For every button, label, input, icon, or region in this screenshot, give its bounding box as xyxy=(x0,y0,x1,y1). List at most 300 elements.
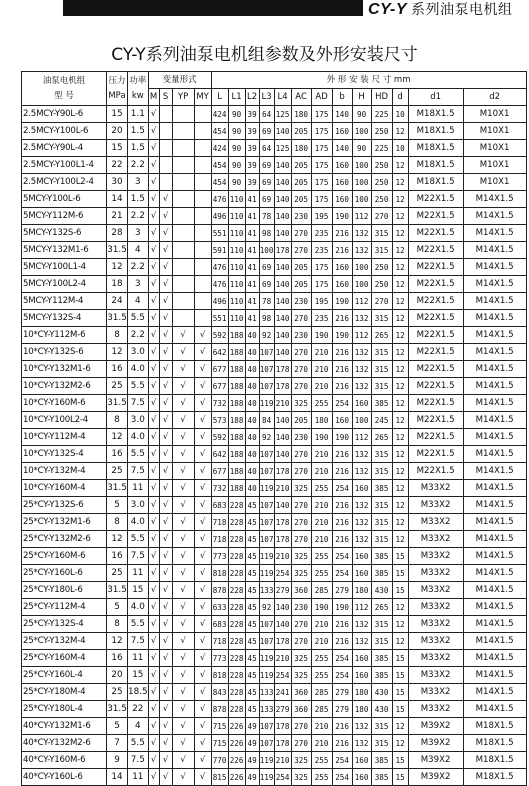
cell-var-s xyxy=(159,106,172,123)
cell-l2: 41 xyxy=(245,259,259,276)
cell-var-my xyxy=(194,242,211,259)
cell-var-my xyxy=(194,157,211,174)
cell-hd: 315 xyxy=(371,616,392,633)
table-row xyxy=(22,531,527,548)
cell-var-m: √ xyxy=(148,531,159,548)
cell-d2: M10X1 xyxy=(463,140,526,157)
cell-var-yp xyxy=(172,140,194,157)
cell-model: 40*CY-Y160L-6 xyxy=(22,769,107,786)
cell-ac: 270 xyxy=(291,463,311,480)
cell-d2: M14X1.5 xyxy=(463,242,526,259)
cell-var-yp: √ xyxy=(172,412,194,429)
cell-l4: 210 xyxy=(274,650,291,667)
cell-pressure: 16 xyxy=(107,446,128,463)
cell-ac: 270 xyxy=(291,310,311,327)
header-col-b: b xyxy=(332,89,352,106)
cell-l4: 125 xyxy=(274,106,291,123)
cell-d1: M33X2 xyxy=(408,633,463,650)
cell-ac: 325 xyxy=(291,480,311,497)
cell-var-yp xyxy=(172,310,194,327)
cell-model: 25*CY-Y132M2-6 xyxy=(22,531,107,548)
cell-power: 22 xyxy=(128,701,149,718)
cell-h: 180 xyxy=(352,684,371,701)
cell-var-my: √ xyxy=(194,497,211,514)
cell-var-m: √ xyxy=(148,633,159,650)
cell-ad: 255 xyxy=(311,650,332,667)
cell-ad: 175 xyxy=(311,140,332,157)
header-col-m: M xyxy=(148,89,159,106)
cell-var-m: √ xyxy=(148,684,159,701)
cell-d2: M18X1.5 xyxy=(463,718,526,735)
cell-var-yp xyxy=(172,106,194,123)
cell-h: 160 xyxy=(352,769,371,786)
cell-l1: 228 xyxy=(228,684,245,701)
cell-h: 132 xyxy=(352,497,371,514)
cell-power: 11 xyxy=(128,650,149,667)
cell-d2: M14X1.5 xyxy=(463,480,526,497)
cell-d1: M22X1.5 xyxy=(408,327,463,344)
cell-b: 254 xyxy=(332,480,352,497)
cell-hd: 315 xyxy=(371,514,392,531)
cell-l1: 110 xyxy=(228,191,245,208)
cell-d: 12 xyxy=(392,735,408,752)
cell-l: 592 xyxy=(211,327,228,344)
cell-ac: 270 xyxy=(291,718,311,735)
cell-d2: M14X1.5 xyxy=(463,616,526,633)
cell-l3: 98 xyxy=(259,225,274,242)
cell-power: 18.5 xyxy=(128,684,149,701)
cell-d: 15 xyxy=(392,701,408,718)
cell-l1: 228 xyxy=(228,514,245,531)
cell-hd: 315 xyxy=(371,242,392,259)
cell-var-my xyxy=(194,208,211,225)
table-row xyxy=(22,548,527,565)
cell-var-s: √ xyxy=(159,344,172,361)
cell-l4: 140 xyxy=(274,310,291,327)
cell-power: 15 xyxy=(128,582,149,599)
cell-d2: M10X1 xyxy=(463,157,526,174)
cell-ac: 230 xyxy=(291,208,311,225)
cell-power: 1.5 xyxy=(128,140,149,157)
cell-ad: 255 xyxy=(311,480,332,497)
cell-l: 642 xyxy=(211,446,228,463)
cell-var-s: √ xyxy=(159,548,172,565)
cell-l4: 178 xyxy=(274,463,291,480)
cell-ac: 205 xyxy=(291,123,311,140)
cell-l4: 279 xyxy=(274,582,291,599)
cell-l1: 188 xyxy=(228,344,245,361)
cell-d: 12 xyxy=(392,412,408,429)
cell-ac: 325 xyxy=(291,565,311,582)
cell-l4: 178 xyxy=(274,633,291,650)
table-row xyxy=(22,378,527,395)
cell-l3: 119 xyxy=(259,395,274,412)
cell-l2: 49 xyxy=(245,718,259,735)
cell-b: 279 xyxy=(332,701,352,718)
cell-l2: 49 xyxy=(245,752,259,769)
cell-d: 12 xyxy=(392,174,408,191)
cell-l3: 69 xyxy=(259,259,274,276)
cell-l3: 107 xyxy=(259,344,274,361)
cell-d2: M14X1.5 xyxy=(463,701,526,718)
table-row xyxy=(22,463,527,480)
cell-var-m: √ xyxy=(148,395,159,412)
cell-d: 12 xyxy=(392,361,408,378)
cell-ad: 175 xyxy=(311,191,332,208)
cell-var-s: √ xyxy=(159,599,172,616)
cell-model: 25*CY-Y132S-6 xyxy=(22,497,107,514)
table-row xyxy=(22,701,527,718)
cell-model: 10*CY-Y132S-6 xyxy=(22,344,107,361)
cell-ad: 210 xyxy=(311,463,332,480)
cell-l1: 228 xyxy=(228,582,245,599)
cell-var-s: √ xyxy=(159,514,172,531)
cell-power: 3.0 xyxy=(128,497,149,514)
cell-var-m: √ xyxy=(148,174,159,191)
cell-var-m: √ xyxy=(148,327,159,344)
cell-var-m: √ xyxy=(148,599,159,616)
cell-ac: 205 xyxy=(291,174,311,191)
cell-l3: 107 xyxy=(259,378,274,395)
cell-l3: 69 xyxy=(259,191,274,208)
cell-var-m: √ xyxy=(148,548,159,565)
cell-ad: 175 xyxy=(311,123,332,140)
cell-d: 12 xyxy=(392,395,408,412)
cell-l: 476 xyxy=(211,276,228,293)
cell-var-s: √ xyxy=(159,565,172,582)
cell-h: 112 xyxy=(352,599,371,616)
header-col-d: d xyxy=(392,89,408,106)
cell-var-s: √ xyxy=(159,684,172,701)
header-col-yp: YP xyxy=(172,89,194,106)
cell-l2: 45 xyxy=(245,667,259,684)
cell-var-m: √ xyxy=(148,361,159,378)
cell-l: 878 xyxy=(211,582,228,599)
cell-var-s: √ xyxy=(159,276,172,293)
header-col-l: L xyxy=(211,89,228,106)
cell-l4: 178 xyxy=(274,378,291,395)
cell-l: 677 xyxy=(211,378,228,395)
cell-d1: M22X1.5 xyxy=(408,310,463,327)
cell-b: 216 xyxy=(332,378,352,395)
cell-var-yp xyxy=(172,276,194,293)
cell-d1: M39X2 xyxy=(408,735,463,752)
cell-model: 5MCY-Y132S-6 xyxy=(22,225,107,242)
cell-d: 12 xyxy=(392,259,408,276)
cell-var-my xyxy=(194,225,211,242)
cell-d: 15 xyxy=(392,548,408,565)
cell-l: 424 xyxy=(211,140,228,157)
cell-hd: 250 xyxy=(371,157,392,174)
cell-l2: 41 xyxy=(245,191,259,208)
cell-d1: M22X1.5 xyxy=(408,225,463,242)
cell-l4: 178 xyxy=(274,718,291,735)
cell-var-my: √ xyxy=(194,378,211,395)
cell-l4: 178 xyxy=(274,361,291,378)
header-col-h: H xyxy=(352,89,371,106)
cell-var-s: √ xyxy=(159,650,172,667)
cell-d: 15 xyxy=(392,769,408,786)
cell-d2: M14X1.5 xyxy=(463,667,526,684)
cell-l: 773 xyxy=(211,548,228,565)
cell-var-yp: √ xyxy=(172,480,194,497)
cell-var-m: √ xyxy=(148,344,159,361)
cell-l4: 254 xyxy=(274,565,291,582)
cell-ad: 255 xyxy=(311,395,332,412)
cell-l1: 110 xyxy=(228,310,245,327)
cell-h: 160 xyxy=(352,650,371,667)
cell-power: 5.5 xyxy=(128,616,149,633)
cell-l: 770 xyxy=(211,752,228,769)
cell-d1: M39X2 xyxy=(408,769,463,786)
cell-l4: 140 xyxy=(274,191,291,208)
table-row xyxy=(22,735,527,752)
cell-model: 10*CY-Y112M-4 xyxy=(22,429,107,446)
cell-var-my xyxy=(194,191,211,208)
cell-d: 12 xyxy=(392,276,408,293)
table-row xyxy=(22,684,527,701)
cell-b: 216 xyxy=(332,446,352,463)
cell-b: 160 xyxy=(332,157,352,174)
cell-l1: 110 xyxy=(228,225,245,242)
cell-hd: 315 xyxy=(371,446,392,463)
brand-title xyxy=(368,0,513,19)
cell-model: 25*CY-Y132M1-6 xyxy=(22,514,107,531)
table-row xyxy=(22,446,527,463)
cell-var-s: √ xyxy=(159,259,172,276)
cell-l3: 119 xyxy=(259,548,274,565)
table-row xyxy=(22,208,527,225)
cell-h: 180 xyxy=(352,701,371,718)
cell-power: 11 xyxy=(128,480,149,497)
spec-table-body xyxy=(22,106,527,786)
table-row xyxy=(22,276,527,293)
cell-pressure: 14 xyxy=(107,769,128,786)
cell-l: 683 xyxy=(211,616,228,633)
cell-l3: 78 xyxy=(259,293,274,310)
cell-pressure: 31.5 xyxy=(107,395,128,412)
cell-l: 454 xyxy=(211,174,228,191)
cell-hd: 430 xyxy=(371,701,392,718)
cell-d2: M14X1.5 xyxy=(463,361,526,378)
cell-h: 132 xyxy=(352,718,371,735)
cell-b: 216 xyxy=(332,344,352,361)
cell-model: 40*CY-Y160M-6 xyxy=(22,752,107,769)
cell-model: 25*CY-Y160L-4 xyxy=(22,667,107,684)
cell-pressure: 12 xyxy=(107,344,128,361)
cell-pressure: 9 xyxy=(107,752,128,769)
cell-ac: 270 xyxy=(291,497,311,514)
cell-var-yp: √ xyxy=(172,565,194,582)
cell-model: 25*CY-Y132M-4 xyxy=(22,633,107,650)
header-variant: 变量形式 xyxy=(148,72,211,89)
cell-d1: M22X1.5 xyxy=(408,242,463,259)
cell-d1: M33X2 xyxy=(408,531,463,548)
cell-d1: M18X1.5 xyxy=(408,174,463,191)
cell-var-s xyxy=(159,123,172,140)
cell-hd: 430 xyxy=(371,684,392,701)
cell-hd: 315 xyxy=(371,463,392,480)
table-row xyxy=(22,191,527,208)
cell-l3: 119 xyxy=(259,480,274,497)
cell-pressure: 5 xyxy=(107,718,128,735)
cell-ac: 270 xyxy=(291,531,311,548)
cell-ad: 195 xyxy=(311,293,332,310)
cell-var-m: √ xyxy=(148,497,159,514)
cell-hd: 385 xyxy=(371,769,392,786)
cell-pressure: 8 xyxy=(107,616,128,633)
table-row xyxy=(22,633,527,650)
cell-l3: 119 xyxy=(259,650,274,667)
cell-hd: 225 xyxy=(371,106,392,123)
cell-var-yp xyxy=(172,191,194,208)
cell-model: 2.5MCY-Y90L-6 xyxy=(22,106,107,123)
cell-l2: 49 xyxy=(245,769,259,786)
cell-var-s: √ xyxy=(159,361,172,378)
cell-var-m: √ xyxy=(148,412,159,429)
cell-hd: 265 xyxy=(371,327,392,344)
cell-h: 90 xyxy=(352,140,371,157)
cell-var-m: √ xyxy=(148,616,159,633)
cell-var-yp xyxy=(172,157,194,174)
cell-ad: 235 xyxy=(311,242,332,259)
cell-l4: 140 xyxy=(274,412,291,429)
cell-l1: 90 xyxy=(228,123,245,140)
cell-l: 815 xyxy=(211,769,228,786)
cell-l2: 40 xyxy=(245,429,259,446)
cell-hd: 315 xyxy=(371,531,392,548)
cell-l3: 107 xyxy=(259,633,274,650)
cell-l4: 140 xyxy=(274,327,291,344)
cell-d: 12 xyxy=(392,208,408,225)
cell-d: 12 xyxy=(392,191,408,208)
cell-var-s: √ xyxy=(159,446,172,463)
cell-h: 132 xyxy=(352,361,371,378)
cell-ac: 325 xyxy=(291,667,311,684)
cell-pressure: 25 xyxy=(107,463,128,480)
cell-ac: 230 xyxy=(291,293,311,310)
cell-pressure: 8 xyxy=(107,514,128,531)
cell-var-my: √ xyxy=(194,463,211,480)
cell-d: 12 xyxy=(392,480,408,497)
spec-table xyxy=(21,71,527,786)
cell-l: 732 xyxy=(211,395,228,412)
cell-model: 5MCY-Y132S-4 xyxy=(22,310,107,327)
cell-var-m: √ xyxy=(148,293,159,310)
cell-var-m: √ xyxy=(148,225,159,242)
cell-var-yp: √ xyxy=(172,752,194,769)
cell-d2: M14X1.5 xyxy=(463,548,526,565)
cell-var-yp: √ xyxy=(172,769,194,786)
cell-model: 25*CY-Y160M-6 xyxy=(22,548,107,565)
cell-hd: 265 xyxy=(371,429,392,446)
cell-power: 3.0 xyxy=(128,344,149,361)
cell-var-my: √ xyxy=(194,650,211,667)
cell-h: 160 xyxy=(352,480,371,497)
cell-power: 5.5 xyxy=(128,378,149,395)
table-row xyxy=(22,599,527,616)
cell-model: 5MCY-Y100L-6 xyxy=(22,191,107,208)
cell-hd: 315 xyxy=(371,718,392,735)
brand-subtitle: 系列油泵电机组 xyxy=(411,1,513,17)
table-row xyxy=(22,497,527,514)
cell-l3: 69 xyxy=(259,276,274,293)
cell-model: 5MCY-Y132M1-6 xyxy=(22,242,107,259)
cell-ad: 210 xyxy=(311,633,332,650)
cell-ad: 175 xyxy=(311,174,332,191)
cell-var-my: √ xyxy=(194,395,211,412)
cell-l4: 140 xyxy=(274,293,291,310)
header-col-hd: HD xyxy=(371,89,392,106)
cell-model: 25*CY-Y160M-4 xyxy=(22,650,107,667)
cell-d1: M22X1.5 xyxy=(408,208,463,225)
cell-l4: 178 xyxy=(274,242,291,259)
cell-var-s: √ xyxy=(159,701,172,718)
cell-power: 2.2 xyxy=(128,157,149,174)
cell-ac: 270 xyxy=(291,225,311,242)
header-col-ad: AD xyxy=(311,89,332,106)
cell-ad: 190 xyxy=(311,599,332,616)
cell-l2: 41 xyxy=(245,310,259,327)
table-row xyxy=(22,225,527,242)
cell-l4: 254 xyxy=(274,667,291,684)
cell-power: 3 xyxy=(128,225,149,242)
table-row xyxy=(22,650,527,667)
cell-l4: 178 xyxy=(274,735,291,752)
cell-var-m: √ xyxy=(148,752,159,769)
cell-l3: 98 xyxy=(259,310,274,327)
cell-ac: 270 xyxy=(291,514,311,531)
cell-var-s: √ xyxy=(159,293,172,310)
cell-l: 454 xyxy=(211,123,228,140)
cell-d: 15 xyxy=(392,582,408,599)
cell-model: 5MCY-Y112M-6 xyxy=(22,208,107,225)
brand-name: CY-Y xyxy=(368,1,408,18)
cell-ac: 325 xyxy=(291,548,311,565)
cell-d1: M39X2 xyxy=(408,718,463,735)
cell-d2: M14X1.5 xyxy=(463,429,526,446)
cell-pressure: 22 xyxy=(107,157,128,174)
cell-h: 112 xyxy=(352,293,371,310)
cell-l2: 45 xyxy=(245,701,259,718)
cell-pressure: 16 xyxy=(107,650,128,667)
cell-power: 3 xyxy=(128,174,149,191)
cell-var-my xyxy=(194,140,211,157)
cell-pressure: 21 xyxy=(107,208,128,225)
cell-d2: M14X1.5 xyxy=(463,633,526,650)
cell-var-my: √ xyxy=(194,582,211,599)
header-model: 油泵电机组 型 号 xyxy=(22,72,107,106)
cell-h: 180 xyxy=(352,582,371,599)
cell-l2: 41 xyxy=(245,208,259,225)
cell-pressure: 20 xyxy=(107,123,128,140)
cell-d1: M22X1.5 xyxy=(408,191,463,208)
cell-d1: M33X2 xyxy=(408,667,463,684)
cell-pressure: 31.5 xyxy=(107,701,128,718)
cell-h: 160 xyxy=(352,667,371,684)
cell-b: 216 xyxy=(332,531,352,548)
cell-l2: 45 xyxy=(245,582,259,599)
cell-l4: 210 xyxy=(274,395,291,412)
cell-var-yp: √ xyxy=(172,514,194,531)
cell-ac: 230 xyxy=(291,327,311,344)
cell-l3: 107 xyxy=(259,497,274,514)
cell-ad: 175 xyxy=(311,276,332,293)
cell-var-my xyxy=(194,123,211,140)
cell-l2: 45 xyxy=(245,650,259,667)
cell-model: 10*CY-Y160M-4 xyxy=(22,480,107,497)
cell-d2: M14X1.5 xyxy=(463,378,526,395)
